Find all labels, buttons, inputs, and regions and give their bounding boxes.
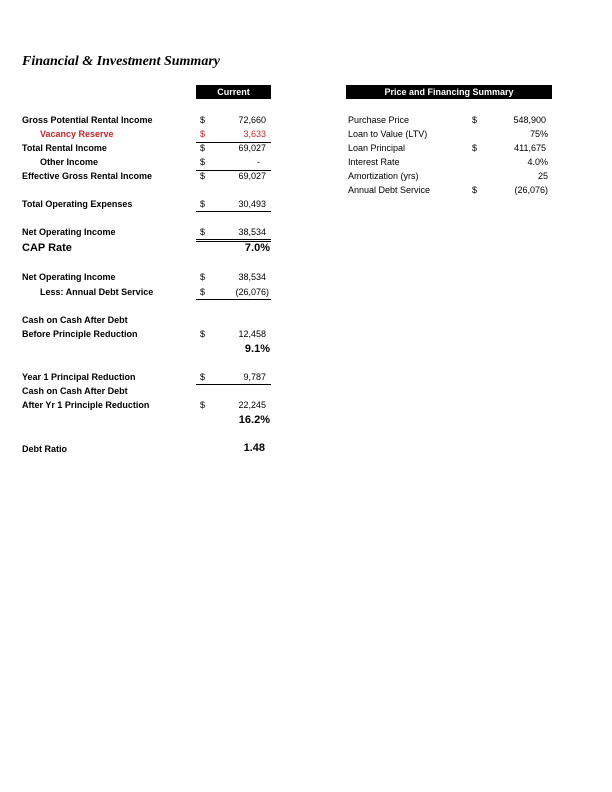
loan-principal-currency: $	[472, 143, 478, 153]
debt-service-label: Less: Annual Debt Service	[40, 287, 154, 297]
total-rental-label: Total Rental Income	[22, 143, 107, 153]
gross-potential-value: 72,660	[238, 115, 266, 125]
debt-service-currency: $	[200, 287, 206, 297]
vacancy-value: 3,633	[243, 129, 266, 139]
cap-rate-label: CAP Rate	[22, 242, 72, 254]
opex-currency: $	[200, 199, 206, 209]
annual-debt-service-label: Annual Debt Service	[348, 185, 431, 195]
amortization-value: 25	[537, 171, 548, 181]
vacancy-currency: $	[200, 129, 206, 139]
gross-potential-label: Gross Potential Rental Income	[22, 115, 153, 125]
divider-line	[196, 239, 271, 240]
annual-debt-service-value: (26,076)	[514, 185, 548, 195]
coc-after-currency: $	[200, 400, 206, 410]
loan-principal-value: 411,675	[514, 143, 546, 153]
coc-after-pct: 16.2%	[238, 414, 270, 426]
noi2-value: 38,534	[238, 272, 266, 282]
coc-before-label: Before Principle Reduction	[22, 329, 138, 339]
coc-before-currency: $	[200, 329, 206, 339]
page-title: Financial & Investment Summary	[22, 54, 220, 69]
noi-label: Net Operating Income	[22, 227, 116, 237]
coc-before-pct: 9.1%	[244, 343, 270, 355]
noi-value: 38,534	[238, 227, 266, 237]
debt-ratio-label: Debt Ratio	[22, 444, 67, 454]
total-rental-value: 69,027	[238, 143, 266, 153]
purchase-price-currency: $	[472, 115, 478, 125]
principal-value: 9,787	[243, 372, 266, 382]
annual-debt-service-currency: $	[472, 185, 478, 195]
vacancy-label: Vacancy Reserve	[40, 129, 114, 139]
interest-rate-label: Interest Rate	[348, 157, 400, 167]
amortization-label: Amortization (yrs)	[348, 171, 419, 181]
interest-rate-value: 4.0%	[527, 157, 548, 167]
total-rental-currency: $	[200, 143, 206, 153]
coc2-heading: Cash on Cash After Debt	[22, 386, 128, 396]
noi-currency: $	[200, 227, 206, 237]
debt-ratio-value: 1.48	[243, 442, 265, 454]
principal-currency: $	[200, 372, 206, 382]
purchase-price-label: Purchase Price	[348, 115, 410, 125]
loan-principal-label: Loan Principal	[348, 143, 406, 153]
ltv-label: Loan to Value (LTV)	[348, 129, 428, 139]
egi-value: 69,027	[238, 171, 266, 181]
coc-heading: Cash on Cash After Debt	[22, 315, 128, 325]
price-financing-header: Price and Financing Summary	[346, 85, 552, 99]
coc-after-value: 22,245	[238, 400, 266, 410]
divider-line	[196, 299, 271, 300]
principal-label: Year 1 Principal Reduction	[22, 372, 136, 382]
gross-potential-currency: $	[200, 115, 206, 125]
other-income-value: -	[257, 157, 260, 167]
noi2-currency: $	[200, 272, 206, 282]
ltv-value: 75%	[529, 129, 548, 139]
cap-rate-value: 7.0%	[244, 242, 270, 254]
egi-currency: $	[200, 171, 206, 181]
opex-label: Total Operating Expenses	[22, 199, 133, 209]
other-income-currency: $	[200, 157, 206, 167]
coc-before-value: 12,458	[238, 329, 266, 339]
debt-service-value: (26,076)	[235, 287, 269, 297]
purchase-price-value: 548,900	[513, 115, 546, 125]
opex-value: 30,493	[238, 199, 266, 209]
egi-label: Effective Gross Rental Income	[22, 171, 153, 181]
other-income-label: Other Income	[40, 157, 99, 167]
current-header: Current	[196, 85, 271, 99]
coc-after-label: After Yr 1 Principle Reduction	[22, 400, 150, 410]
divider-line	[196, 211, 271, 212]
divider-line	[196, 384, 271, 385]
noi2-label: Net Operating Income	[22, 272, 116, 282]
